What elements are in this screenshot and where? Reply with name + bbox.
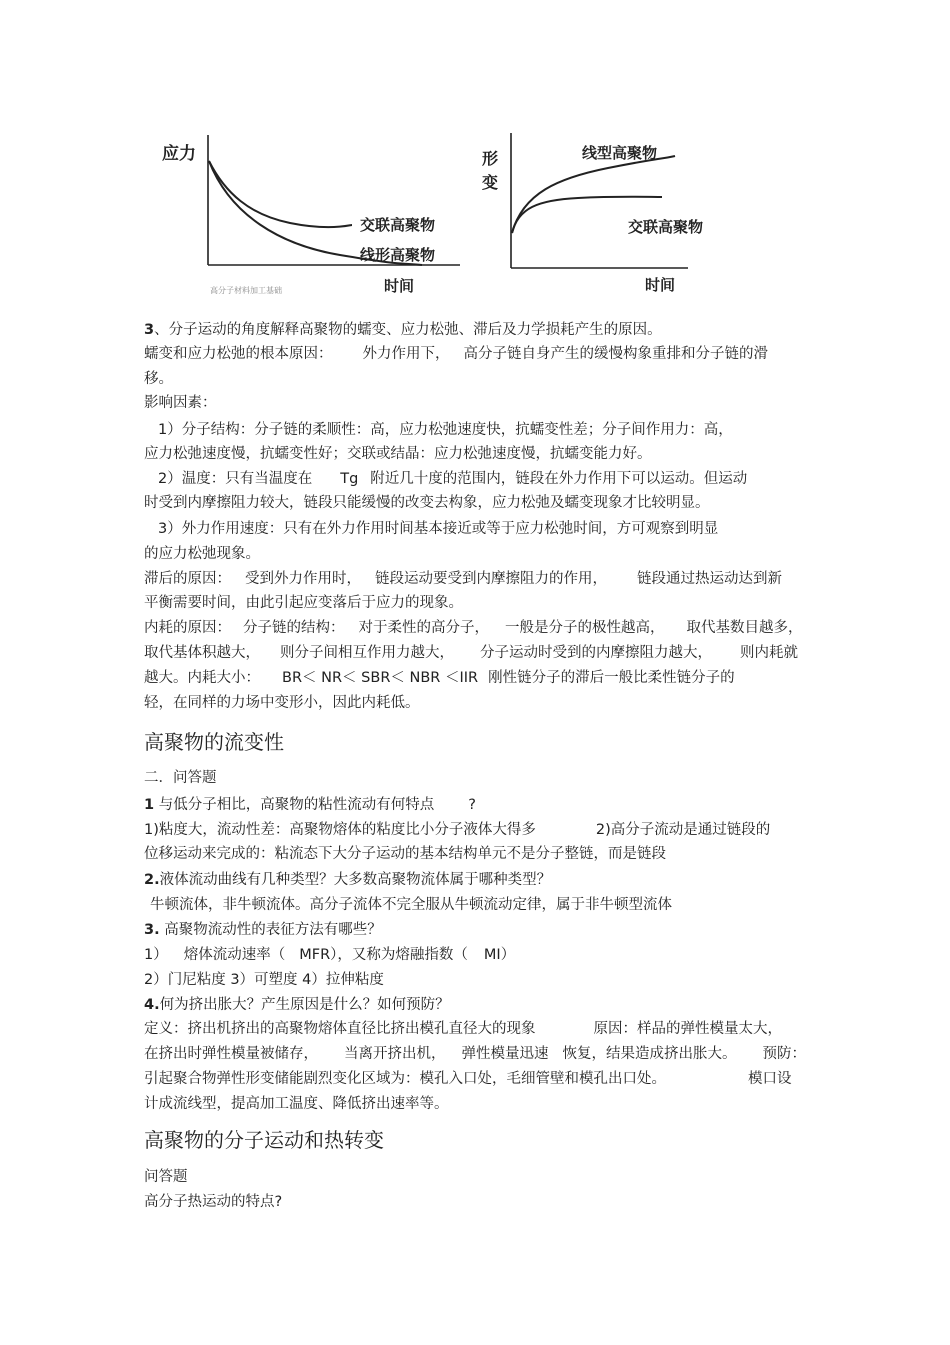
paragraph-line: 的应力松弛现象。 (144, 546, 260, 562)
section-subtitle: 问答题 (144, 1169, 188, 1185)
paragraph-line: 位移运动来完成的：粘流态下大分子运动的基本结构单元不是分子整链，而是链段 (144, 846, 666, 862)
question-2: 2.液体流动曲线有几种类型？大多数高聚物流体属于哪种类型？ (144, 872, 552, 888)
paragraph-line: 定义：挤出机挤出的高聚物熔体直径比挤出模孔直径大的现象 原因：样品的弹性模量太大， (144, 1021, 782, 1037)
paragraph-line: 移。 (144, 371, 173, 387)
paragraph-line: 1）分子结构：分子链的柔顺性：高，应力松弛速度快，抗蠕变性差；分子间作用力：高， (158, 422, 733, 438)
crosslinked-label: 交联高聚物 (360, 216, 436, 234)
linear-label: 线形高聚物 (360, 246, 436, 264)
x-axis-label: 时间 (645, 276, 676, 294)
crosslinked-label: 交联高聚物 (628, 218, 704, 236)
y-axis-label-1: 形 (482, 149, 499, 168)
question-3: 3. 高聚物流动性的表征方法有哪些？ (144, 922, 382, 938)
watermark-text: 高分子材料加工基础 (210, 286, 282, 295)
paragraph-line: 1） 熔体流动速率（ MFR），又称为熔融指数（ MI） (144, 947, 516, 963)
paragraph-line: 在挤出时弹性模量被储存， 当离开挤出机， 弹性模量迅速 恢复，结果造成挤出胀大。 预防： (144, 1046, 806, 1062)
paragraph-line: 1)粘度大，流动性差：高聚物熔体的粘度比小分子液体大得多 2)高分子流动是通过链段的 (144, 822, 771, 838)
section-title: 高聚物的分子运动和热转变 (144, 1128, 384, 1152)
paragraph-line: 高分子热运动的特点? (144, 1194, 283, 1210)
linear-label: 线型高聚物 (582, 144, 658, 162)
paragraph-line: 滞后的原因： 受到外力作用时， 链段运动要受到内摩擦阻力的作用， 链段通过热运动达到新 (144, 571, 782, 587)
paragraph-line: 蠕变和应力松弛的根本原因： 外力作用下， 高分子链自身产生的缓慢构象重排和分子链的滑 (144, 346, 768, 362)
paragraph-line: 引起聚合物弹性形变储能剧烈变化区域为：模孔入口处，毛细管壁和模孔出口处。 模口设 (144, 1071, 792, 1087)
question-4: 4.何为挤出胀大？产生原因是什么？如何预防？ (144, 997, 450, 1013)
question-1: 1 与低分子相比，高聚物的粘性流动有何特点 ? (144, 797, 476, 813)
creep-figure (478, 128, 738, 300)
paragraph-line: 2）门尼粘度 3）可塑度 4）拉伸粘度 (144, 972, 384, 988)
paragraph-line: 牛顿流体，非牛顿流体。高分子流体不完全服从牛顿流动定律，属于非牛顿型流体 (150, 897, 672, 913)
paragraph-line: 越大。内耗大小： BR＜ NR＜ SBR＜ NBR ＜IIR 刚性链分子的滞后一般比柔性链分子的 (144, 670, 735, 686)
paragraph-line: 轻，在同样的力场中变形小，因此内耗低。 (144, 695, 420, 711)
paragraph-line: 时受到内摩擦阻力较大，链段只能缓慢的改变去构象，应力松弛及蠕变现象才比较明显。 (144, 495, 710, 511)
stress-relaxation-figure (160, 115, 460, 305)
paragraph-line: 内耗的原因： 分子链的结构： 对于柔性的高分子， 一般是分子的极性越高， 取代基数目越多， (144, 620, 803, 636)
paragraph-line: 计成流线型，提高加工温度、降低挤出速率等。 (144, 1096, 449, 1112)
paragraph-line: 3）外力作用速度：只有在外力作用时间基本接近或等于应力松弛时间，方可观察到明显 (158, 521, 719, 537)
y-axis-label: 应力 (162, 144, 196, 164)
paragraph-line: 应力松弛速度慢，抗蠕变性好；交联或结晶：应力松弛速度慢，抗蠕变能力好。 (144, 446, 652, 462)
section-title: 高聚物的流变性 (144, 730, 284, 754)
paragraph-line: 2）温度：只有当温度在 Tg 附近几十度的范围内，链段在外力作用下可以运动。但运动 (158, 471, 748, 487)
x-axis-label: 时间 (384, 277, 415, 295)
paragraph-line: 影响因素： (144, 395, 217, 411)
y-axis-label-2: 变 (482, 173, 499, 192)
question-3: 3、分子运动的角度解释高聚物的蠕变、应力松弛、滞后及力学损耗产生的原因。 (144, 322, 662, 338)
crosslinked-curve (209, 161, 352, 227)
paragraph-line: 取代基体积越大， 则分子间相互作用力越大， 分子运动时受到的内摩擦阻力越大， 则内耗就 (144, 645, 798, 661)
section-subtitle: 二．问答题 (144, 770, 217, 786)
paragraph-line: 平衡需要时间，由此引起应变落后于应力的现象。 (144, 595, 463, 611)
